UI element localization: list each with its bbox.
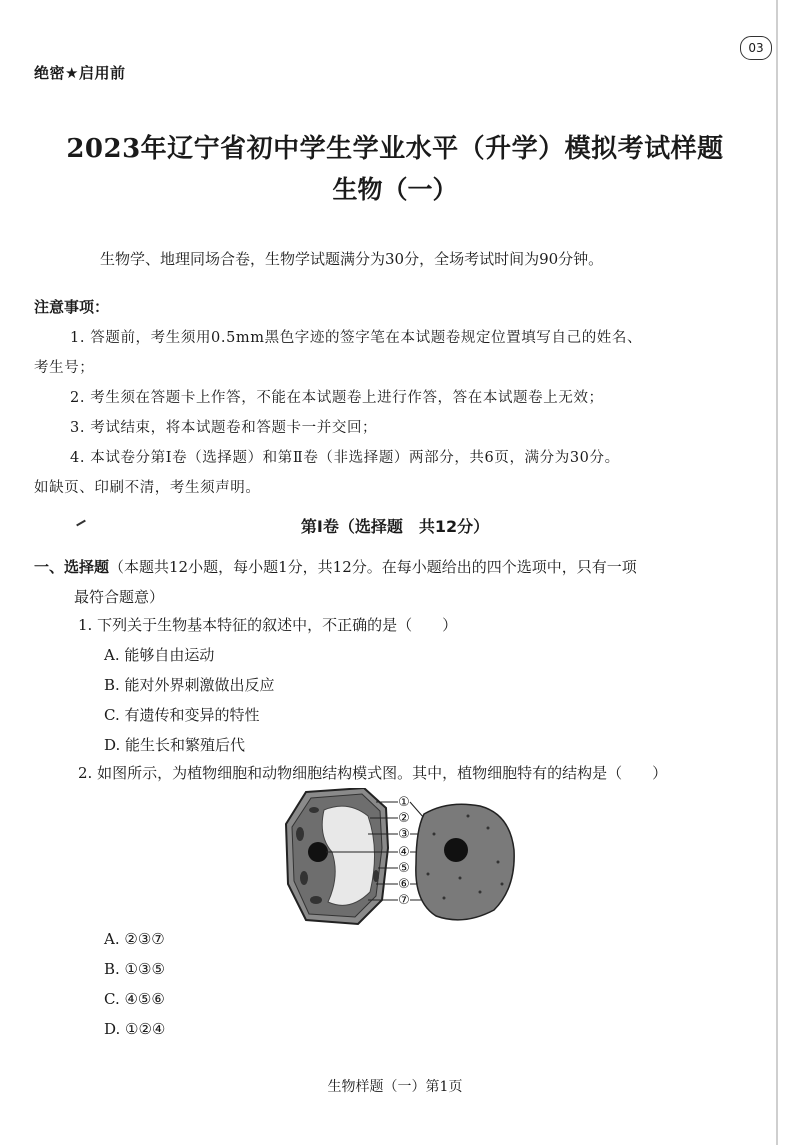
- chloroplast: [373, 870, 379, 882]
- part1-desc-cont: 最符合题意）: [74, 588, 165, 606]
- classified-label: 绝密★启用前: [34, 64, 126, 82]
- notice-item-1: 1. 答题前，考生须用0.5mm黑色字迹的签字笔在本试题卷规定位置填写自己的姓名、: [70, 330, 643, 346]
- question-2-stem: 2. 如图所示，为植物细胞和动物细胞结构模式图。其中，植物细胞特有的结构是（ ）: [78, 764, 668, 782]
- label-7: ⑦: [398, 893, 410, 908]
- animal-nucleus: [444, 838, 468, 862]
- question-2-option-b: B. ①③⑤: [104, 960, 165, 978]
- intro-text: 生物学、地理同场合卷，生物学试题满分为30分，全场考试时间为90分钟。: [100, 250, 604, 268]
- notice-item-4-cont: 如缺页、印刷不清，考生须声明。: [34, 480, 261, 496]
- label-4: ④: [398, 845, 410, 860]
- chloroplast: [300, 871, 308, 885]
- chloroplast: [309, 807, 319, 813]
- label-5: ⑤: [398, 861, 410, 876]
- label-2: ②: [398, 811, 410, 826]
- chloroplast: [310, 896, 322, 904]
- notice-item-3: 3. 考试结束，将本试题卷和答题卡一并交回；: [70, 420, 378, 436]
- plant-nucleus: [308, 842, 328, 862]
- page-subtitle: 生物（一）: [332, 175, 458, 204]
- label-3: ③: [398, 827, 410, 842]
- part1-desc: （本题共12小题，每小题1分，共12分。在每小题给出的四个选项中，只有一项: [109, 558, 637, 576]
- question-1-option-c: C. 有遗传和变异的特性: [104, 706, 260, 724]
- cell-diagram: [284, 788, 524, 928]
- notice-item-1-cont: 考生号；: [34, 360, 95, 376]
- chloroplast: [296, 827, 304, 841]
- figure-labels: [398, 795, 410, 908]
- plant-cell: [286, 788, 388, 924]
- question-1-option-a: A. 能够自由运动: [104, 646, 215, 664]
- question-2-option-d: D. ①②④: [104, 1020, 166, 1038]
- notice-item-4: 4. 本试卷分第Ⅰ卷（选择题）和第Ⅱ卷（非选择题）两部分，共6页，满分为30分。: [70, 450, 620, 466]
- animal-cell: [416, 804, 514, 920]
- page-title: 2023年辽宁省初中学生学业水平（升学）模拟考试样题: [66, 134, 724, 164]
- page-number-badge: 03: [740, 36, 772, 60]
- label-1: ①: [398, 795, 410, 810]
- notice-heading: 注意事项：: [34, 298, 110, 316]
- question-1-option-d: D. 能生长和繁殖后代: [104, 736, 246, 754]
- part1-label: 一、选择题: [34, 558, 110, 576]
- page-footer: 生物样题（一）第1页: [327, 1079, 463, 1095]
- question-1-stem: 1. 下列关于生物基本特征的叙述中，不正确的是（ ）: [78, 616, 458, 634]
- question-2-option-c: C. ④⑤⑥: [104, 990, 165, 1008]
- part1-intro: [34, 556, 637, 577]
- question-1-option-b: B. 能对外界刺激做出反应: [104, 676, 275, 694]
- notice-item-2: 2. 考生须在答题卡上作答，不能在本试题卷上进行作答，答在本试题卷上无效；: [70, 390, 604, 406]
- question-2-option-a: A. ②③⑦: [104, 930, 165, 948]
- section-heading: 第Ⅰ卷（选择题 共12分）: [300, 517, 490, 536]
- label-6: ⑥: [398, 877, 410, 892]
